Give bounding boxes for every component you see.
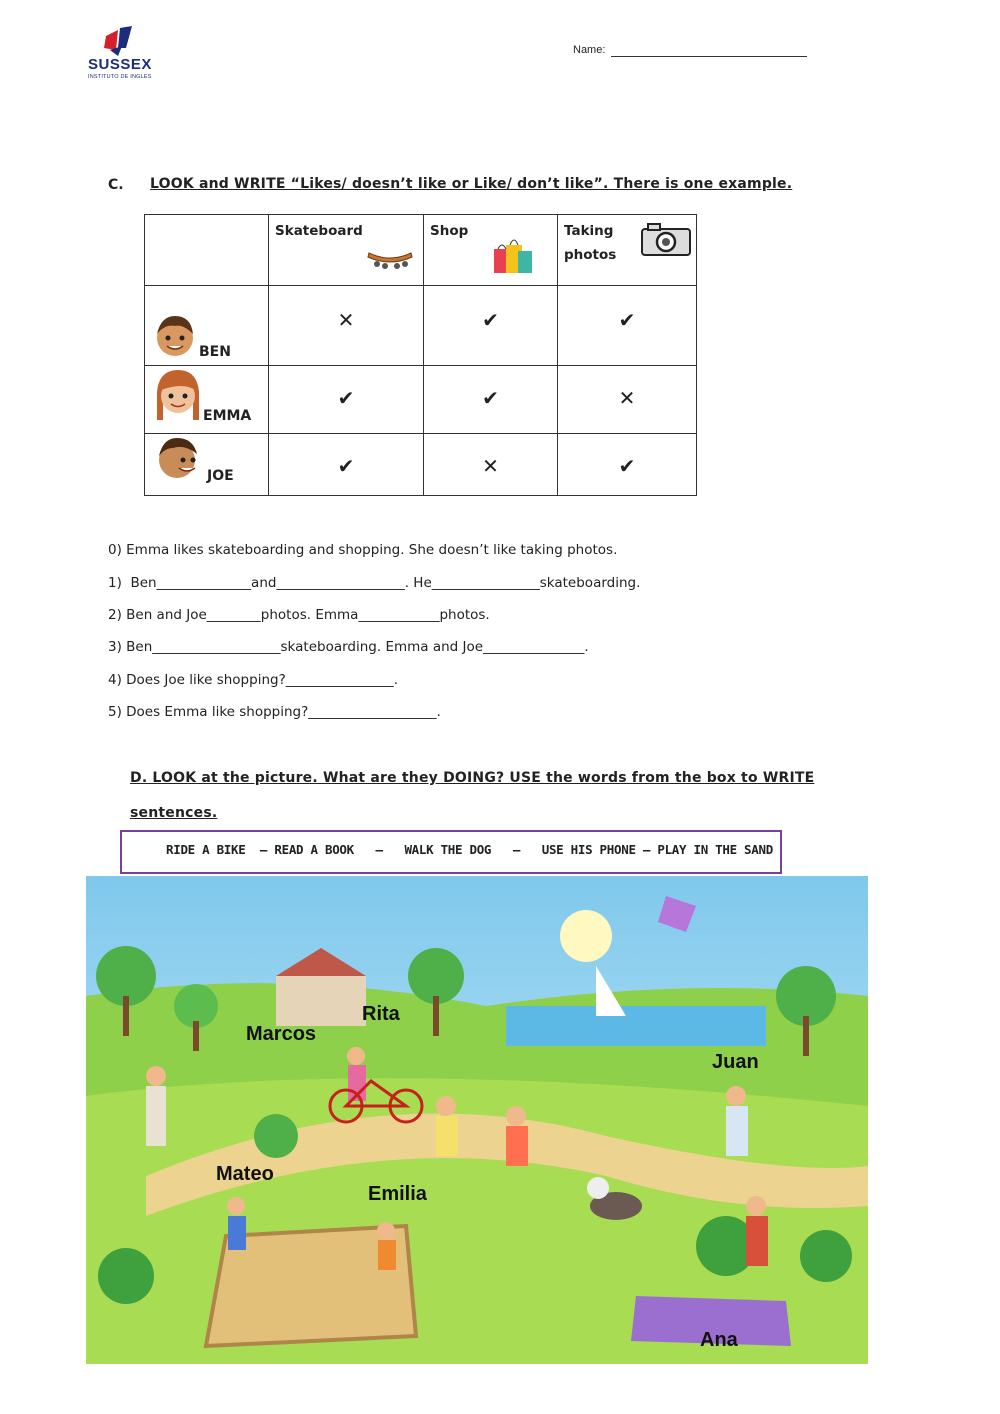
shopping-bags-icon [490,235,536,275]
table-cell [269,366,424,434]
exercise-sentence-4[interactable]: 4) Does Joe like shopping?________________. [108,672,399,688]
exercise-sentence-1[interactable]: 1) Ben______________and___________________. He________________skateboarding. [108,575,641,591]
table-mark: ✔ [618,454,636,478]
table-cell [269,434,424,496]
row-header-emma [145,366,269,434]
table-corner-cell [145,215,269,286]
table-mark: ✔ [618,308,636,332]
table-mark: ✕ [618,386,636,410]
table-cell [269,286,424,366]
word-box-text: RIDE A BIKE – READ A BOOK – WALK THE DOG – USE HIS PHONE – PLAY IN THE SAND [166,842,773,857]
camera-icon [640,221,692,257]
park-scene-picture [86,876,868,1364]
girl-face-icon [153,368,203,426]
table-mark: ✔ [337,386,355,410]
name-label: Name: [573,44,606,56]
kid-name: BEN [199,344,231,360]
name-input-line[interactable] [611,56,807,57]
sun-icon [560,910,612,962]
table-cell [558,366,697,434]
kid-name: EMMA [203,408,252,424]
lake-icon [506,1006,766,1046]
logo-text: SUSSEX [88,56,152,73]
table-header-shop [424,215,558,286]
exercise-sentence-5[interactable]: 5) Does Emma like shopping?___________________. [108,704,441,720]
table-header-skateboard [269,215,424,286]
table-mark: ✔ [482,308,499,332]
kid-name: JOE [207,468,234,484]
exercise-sentence-2[interactable]: 2) Ben and Joe________photos. Emma____________photos. [108,607,490,623]
boy-face-icon [153,436,201,482]
row-header-ben [145,286,269,366]
boy-face-icon [153,312,197,362]
picture-label-juan: Juan [712,1051,759,1073]
table-mark: ✔ [482,386,499,410]
example-sentence: 0) Emma likes skateboarding and shopping. She doesn’t like taking photos. [108,542,618,558]
column-label: Shop [430,223,469,239]
row-header-joe [145,434,269,496]
picture-label-mateo: Mateo [216,1163,274,1185]
picture-label-rita: Rita [362,1003,400,1025]
table-cell [424,286,558,366]
section-c-letter: C. [108,177,124,193]
table-cell [424,434,558,496]
table-header-photos [558,215,697,286]
table-mark: ✕ [337,308,355,332]
table-cell [424,366,558,434]
table-cell [558,434,697,496]
exercise-sentence-3[interactable]: 3) Ben___________________skateboarding. Emma and Joe_______________. [108,639,589,655]
column-label: Taking photos [564,223,617,263]
section-d-title-cont: sentences. [130,805,218,821]
logo-subtitle: INSTITUTO DE INGLES [88,74,152,80]
likes-table [144,214,697,496]
section-c-title: LOOK and WRITE “Likes/ doesn’t like or Like/ don’t like”. There is one example. [150,176,793,192]
skateboard-icon [365,245,415,271]
picture-label-marcos: Marcos [246,1023,317,1045]
table-mark: ✔ [337,454,355,478]
column-label: Skateboard [275,223,363,239]
houses-icon [276,976,366,1026]
table-cell [558,286,697,366]
picture-label-emilia: Emilia [368,1183,427,1205]
table-mark: ✕ [482,454,499,478]
section-d-title: D. LOOK at the picture. What are they DOING? USE the words from the box to WRITE [130,770,815,786]
picture-label-ana: Ana [700,1329,738,1351]
